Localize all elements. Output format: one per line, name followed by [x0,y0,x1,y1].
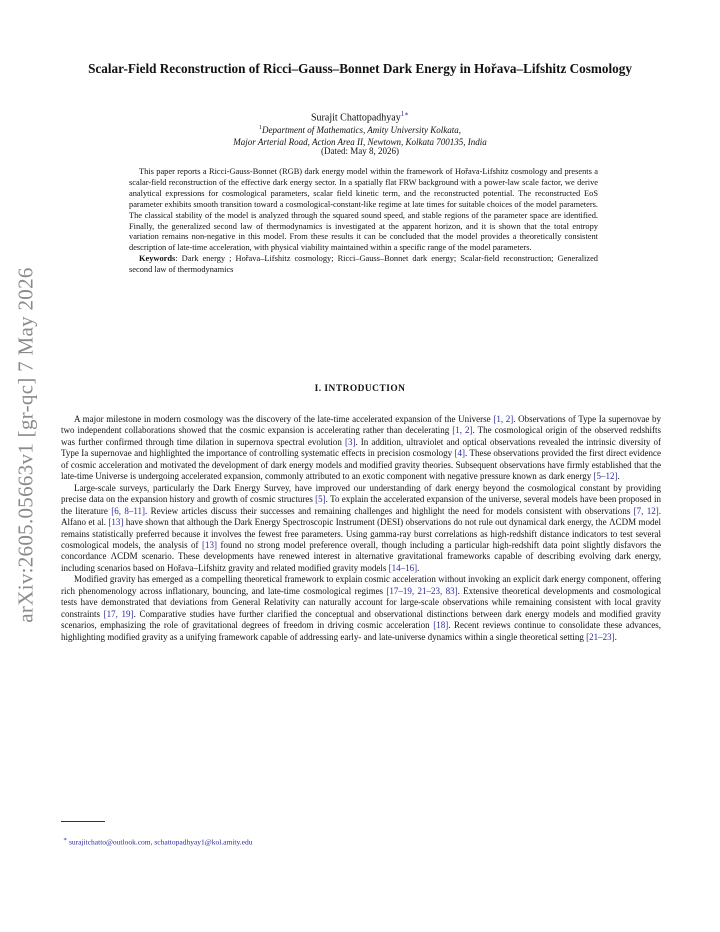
footnote-marker: ∗ [63,837,68,843]
paragraph-text: . Alfano et al. [61,505,661,528]
intro-paragraph-3 [61,574,661,643]
affiliation-line-2: Major Arterial Road, Action Area II, Newtown, Kolkata 700135, India [233,137,487,147]
citation-link[interactable]: [21–23] [586,631,615,642]
citation-link[interactable]: [6, 8–11] [111,505,146,516]
affiliation-line-1: Department of Mathematics, Amity University Kolkata, [261,125,462,135]
paragraph-text: found no strong model preference overall, though including a particular high-redshift data point slightly disfavors the concordance ΛCDM scenario. These developments have renewed interest in alternative gravitational frameworks capable of describing evolving dark energy, including scenarios based on Hořava–Lifshitz gravity and related modified gravity models [61,539,661,573]
abstract [129,167,598,276]
citation-link[interactable]: [17, 19] [103,608,134,619]
arxiv-identifier-text: arXiv:2605.05663v1 [gr-qc] 7 May 2026 [13,267,38,623]
author-marker[interactable]: 1∗ [400,110,409,118]
footnote-divider [61,821,105,822]
citation-link[interactable]: [4] [454,448,466,459]
paragraph-text: . The cosmological origin of the observed redshifts was further confirmed through time dilation in supernova spectral evolution [61,425,661,447]
paragraph-text: . [614,631,617,642]
paragraph-text: A major milestone in modern cosmology was the discovery of the late-time accelerated expansion of the Universe [74,414,494,424]
paragraph-text: have shown that although the Dark Energy Spectroscopic Instrument (DESI) observations do not rule out dynamical dark energy, the ΛCDM model remains statistically preferred because it involves the fewest free parameters. Using gamma-ray burst correlations as high-redshift distance indicators to test several cosmological models, the analysis of [61,517,661,550]
affiliation-marker: 1 [258,125,262,131]
section-heading-introduction: I. INTRODUCTION [314,384,406,394]
paragraph-text: . Recent reviews continue to consolidate these advances, highlighting modified gravity as a unifying framework capable of addressing early- and late-universe dynamics within a single theoretical setting [61,620,661,642]
citation-link[interactable]: [13] [202,539,218,550]
paragraph-text: . In addition, ultraviolet and optical observations revealed the intrinsic diversity of Type Ia supernovae and highlighted the importance of controlling systematic effects in precision cosmology [61,436,661,459]
paragraph-text: Modified gravity has emerged as a compelling theoretical framework to explain cosmic acceleration without invoking an explicit dark energy component, offering rich phenomenology across inflationary, bouncing, and late-time cosmological regimes [61,574,661,596]
affiliation [60,122,660,148]
keywords [129,254,598,276]
citation-link[interactable]: [13] [108,517,124,528]
abstract-text: This paper reports a Ricci-Gauss-Bonnet (RGB) dark energy model within the framework of Hořava-Lifshitz cosmology and presents a scalar-field reconstruction of the effective dark energy sector. In a spatially flat FRW background with a power-law scale factor, we derive analytical expressions for cosmological parameters, scalar field kinetic term, and the reconstructed potential. The reconstructed EoS parameter exhibits smooth transition toward a cosmological-constant-like regime at late times for suitable choices of the model parameters. The classical stability of the model is analyzed through the squared sound speed, and stable regions of the parameter space are identified. Finally, the generalized second law of thermodynamics is investigated at the apparent horizon, and it is shown that the total entropy variation remains non-negative in this model. From these results it can be concluded that the model provides a theoretically consistent description of late-time acceleration, with physical viability maintained within a specific range of the model parameters. [129,167,598,253]
footnote-email-links[interactable]: surajitchatto@outlook.com, schattopadhyay1@kol.amity.edu [68,837,253,847]
intro-paragraph-2 [61,483,661,575]
keywords-label: Keywords [139,254,176,264]
citation-link[interactable]: [1, 2] [493,414,514,424]
paragraph-text: . [617,471,620,482]
paragraph-text: . Observations of Type Ia supernovae by two independent collaborations showed that the cosmic expansion is accelerating rather than decelerating [61,414,661,436]
arxiv-identifier-stamp [6,230,46,660]
dated-line: (Dated: May 8, 2026) [321,146,399,156]
citation-link[interactable]: [5] [315,494,326,505]
author-name: Surajit Chattopadhyay [311,112,401,124]
citation-link[interactable]: [7, 12] [633,505,659,516]
citation-link[interactable]: [14–16] [388,562,418,573]
paragraph-text: . These observations provided the first direct evidence of cosmic acceleration and motivated the development of dark energy models and modified gravity theories. Subsequent observations have firmly established that the late-time Universe is undergoing accelerated expansion, commonly attributed to an exotic component with negative pressure known as dark energy [61,448,661,482]
intro-paragraph-1 [61,414,661,483]
paper-title: Scalar-Field Reconstruction of Ricci–Gauss–Bonnet Dark Energy in Hořava–Lifshitz Cosmology [88,61,632,76]
introduction-body [61,414,661,643]
citation-link[interactable]: [5–12] [593,471,618,482]
paragraph-text: . Comparative studies have further clarified the conceptual and observational distinctions between dark energy models and modified gravity scenarios, emphasizing the role of gravitational degrees of freedom in driving cosmic acceleration [61,608,662,631]
paragraph-text: Large-scale surveys, particularly the Dark Energy Survey, have improved our understanding of dark energy beyond the cosmological constant by providing precise data on the expansion history and growth of cosmic structures [61,482,661,505]
paragraph-text: . To explain the accelerated expansion of the universe, several models have been proposed in the literature [61,494,661,516]
citation-link[interactable]: [3] [344,436,356,447]
paragraph-text: . [417,562,420,573]
citation-link[interactable]: [17–19, 21–23, 83] [386,585,458,596]
paragraph-text: . Extensive theoretical developments and cosmological tests have demonstrated that deviations from General Relativity can naturally account for large-scale observations while remaining consistent with local gravity constraints [61,585,661,619]
footnote-email [63,836,252,847]
keywords-text: : Dark energy ; Hořava–Lifshitz cosmology; Ricci–Gauss–Bonnet dark energy; Scalar-field reconstruction; Generalized second law of thermodynamics [129,254,598,275]
citation-link[interactable]: [18] [433,620,449,631]
paragraph-text: . Review articles discuss their successes and remaining challenges and highlight the need for models consistent with observations [145,505,634,516]
citation-link[interactable]: [1, 2] [452,425,473,436]
